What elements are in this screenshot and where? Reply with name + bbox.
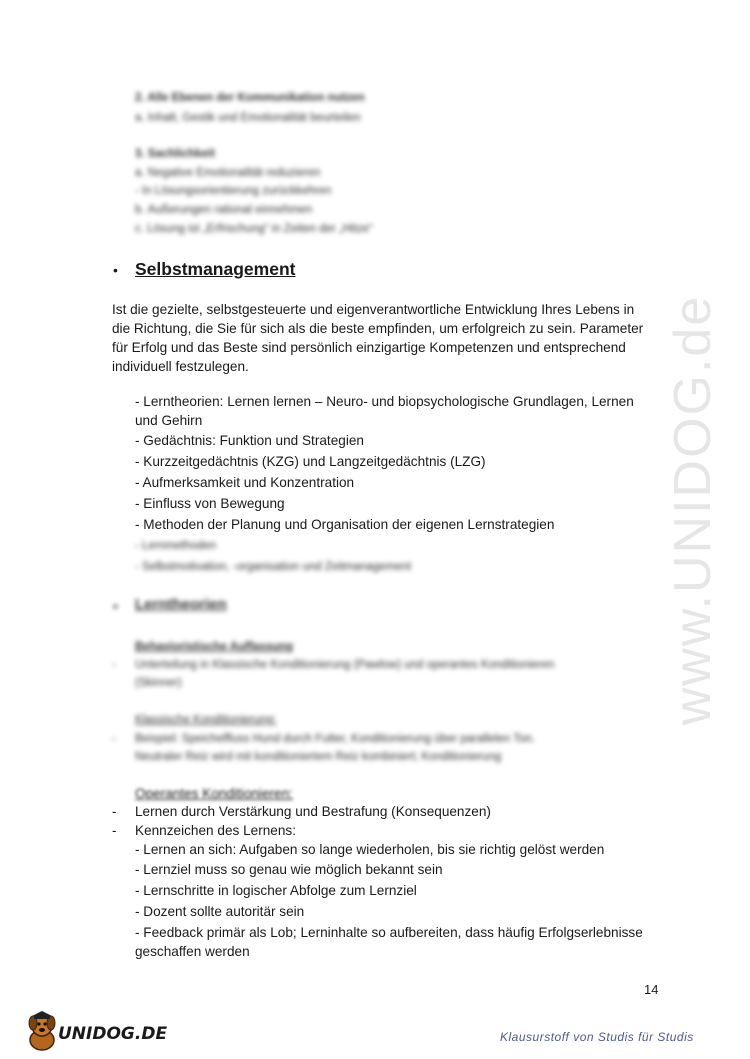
blurred-subheading: Behavioristische Auffassung — [135, 641, 294, 653]
blurred-list-item: - Lernmethoden — [135, 540, 217, 552]
blurred-item-3a-sub: - In Lösungsorientierung zurückkehren — [135, 185, 332, 197]
kennzeichen-item: - Feedback primär als Lob; Lerninhalte so aufbereiten, dass häufig Erfolgserlebnisse — [135, 925, 643, 940]
blurred-heading-2: 2. Alle Ebenen der Kommunikation nutzen — [135, 92, 365, 104]
watermark — [648, 280, 738, 740]
list-item: - Kurzzeitgedächtnis (KZG) und Langzeitgedächtnis (LZG) — [135, 454, 486, 469]
watermark-text: www.UNIDOG.de — [664, 294, 722, 726]
list-item: - Lerntheorien: Lernen lernen – Neuro- und biopsychologische Grundlagen, Lernen — [135, 394, 634, 409]
kennzeichen-item: - Lernziel muss so genau wie möglich bekannt sein — [135, 862, 443, 877]
kennzeichen-item: - Lernen an sich: Aufgaben so lange wiederholen, bis sie richtig gelöst werden — [135, 842, 605, 857]
blurred-list-item: - Selbstmotivation, -organisation und Zeitmanagement — [135, 561, 412, 573]
paragraph-line: die Richtung, die Sie für sich als die beste empfinden, um erfolgreich zu sein. Parameter — [112, 321, 644, 336]
dash-icon: - — [112, 823, 117, 838]
dash-item: Lernen durch Verstärkung und Bestrafung (Konsequenzen) — [135, 804, 491, 819]
blurred-dash-icon: - — [112, 659, 116, 671]
list-item: - Einfluss von Bewegung — [135, 496, 285, 511]
footer-tagline: Klausurstoff von Studis für Studis — [500, 1030, 694, 1044]
blurred-subheading: Klassische Konditionierung: — [135, 714, 277, 726]
dash-icon: - — [112, 804, 117, 819]
blurred-item-3b: b. Äußerungen rational einnehmen — [135, 204, 313, 216]
blurred-heading-3: 3. Sachlichkeit — [135, 148, 215, 160]
list-item: - Gedächtnis: Funktion und Strategien — [135, 433, 364, 448]
blurred-text: Beispiel: Speichelfluss Hund durch Futter, Konditionierung über parallelen Ton. — [135, 733, 535, 745]
kennzeichen-item: - Dozent sollte autoritär sein — [135, 904, 305, 919]
paragraph-line: für Erfolg und das Beste sind persönlich einzigartige Kompetenzen und entsprechend — [112, 340, 626, 355]
kennzeichen-item: - Lernschritte in logischer Abfolge zum Lernziel — [135, 883, 417, 898]
bullet-icon: • — [113, 262, 118, 278]
paragraph-line: individuell festzulegen. — [112, 359, 249, 374]
paragraph-line: Ist die gezielte, selbstgesteuerte und eigenverantwortliche Entwicklung Ihres Lebens in — [112, 302, 635, 317]
blurred-text: (Skinner) — [135, 677, 182, 689]
page-number: 14 — [644, 982, 659, 997]
section-title-selbstmanagement: Selbstmanagement — [135, 259, 296, 279]
logo — [22, 1010, 168, 1054]
list-item: und Gehirn — [135, 413, 203, 428]
blurred-item-3a: a. Negative Emotionalität reduzieren — [135, 167, 321, 179]
list-item: - Aufmerksamkeit und Konzentration — [135, 475, 355, 490]
section-title-lerntheorien: Lerntheorien — [135, 596, 227, 613]
blurred-item-3c: c. Lösung ist „Erfrischung“ in Zeiten der „Hitze“ — [135, 223, 373, 235]
kennzeichen-item: geschaffen werden — [135, 944, 250, 959]
operant-label: Operantes Konditionieren: — [135, 786, 293, 801]
blurred-dash-icon: - — [112, 733, 116, 745]
blurred-text: Unterteilung in Klassische Konditionierung (Pawlow) und operantes Konditionieren — [135, 659, 555, 671]
logo-text: UNIDOG.DE — [58, 1024, 168, 1044]
blurred-text: Neutraler Reiz wird mit konditioniertem Reiz kombiniert; Konditionierung — [135, 751, 502, 763]
dash-item: Kennzeichen des Lernens: — [135, 823, 296, 838]
bullet-icon: • — [113, 598, 118, 614]
dog-mascot-icon — [22, 1010, 62, 1054]
list-item: - Methoden der Planung und Organisation der eigenen Lernstrategien — [135, 517, 555, 532]
blurred-item-2a: a. Inhalt, Gestik und Emotionalität beurteilen — [135, 112, 361, 124]
